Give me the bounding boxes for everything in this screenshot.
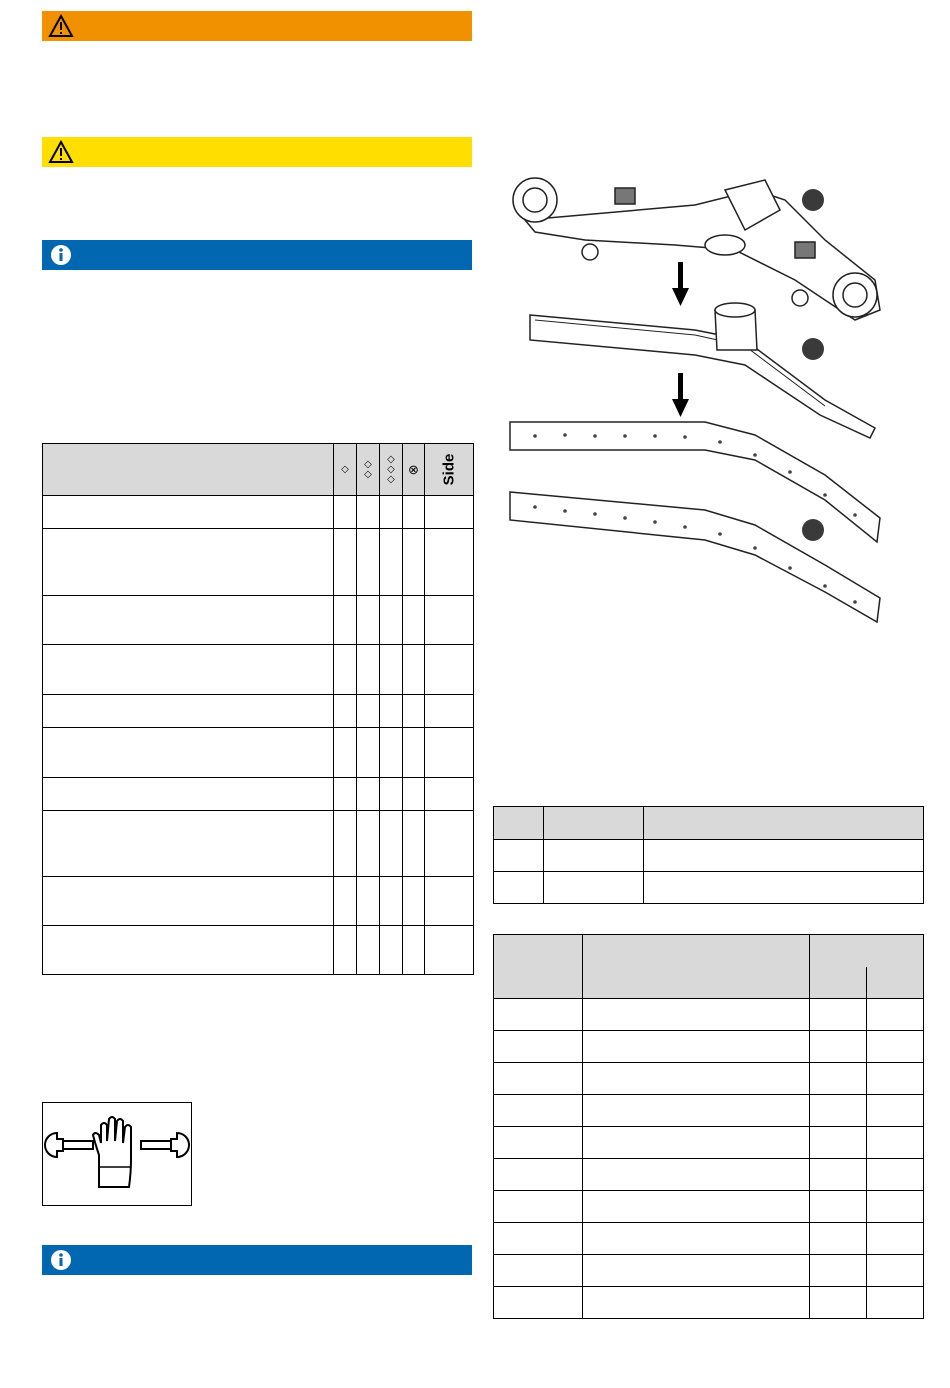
table-row [494,1255,924,1287]
interval-header-4: ⊗ [403,444,425,496]
maintenance-table [42,443,474,975]
table-row [494,872,924,904]
warning-triangle-icon [48,14,74,38]
interval-header-2: ◇ ◇ [357,444,380,496]
glove-wrench-icon [43,1103,191,1205]
table-row [43,695,474,728]
table-row [494,1223,924,1255]
table-row [43,811,474,877]
table-row [43,926,474,975]
down-arrow-1 [672,262,689,306]
info-icon [48,243,74,267]
legend-header-name [544,807,644,840]
table-row [43,778,474,811]
table-row [494,1063,924,1095]
parts-header-3 [810,935,924,999]
squeegee-body [530,303,875,438]
info-icon [48,1248,74,1272]
table-row [43,596,474,645]
info-banner [42,240,472,270]
table-row [494,1095,924,1127]
maintenance-header-task [43,444,334,496]
callout-marker-2 [802,338,824,360]
info-banner-2 [42,1245,472,1275]
squeegee-exploded-view [495,170,895,630]
table-row [43,728,474,778]
legend-table [493,806,924,904]
callout-marker-3 [802,519,824,541]
table-row [43,877,474,926]
interval-header-1: ◇ [334,444,357,496]
caution-banner [42,137,472,167]
table-row [494,1191,924,1223]
warning-banner [42,11,472,41]
table-row [494,840,924,872]
warning-triangle-icon [48,140,74,164]
parts-header-2 [583,935,810,999]
protective-gloves-pictogram [42,1102,192,1206]
table-row [494,1127,924,1159]
callout-marker-1 [802,189,824,211]
table-row [43,496,474,529]
legend-header-desc [644,807,924,840]
table-row [43,529,474,596]
table-row [494,1287,924,1319]
table-row [494,1159,924,1191]
parts-table [493,934,924,1319]
table-row [43,645,474,695]
squeegee-frame [513,178,880,320]
table-row [494,1031,924,1063]
parts-header-1 [494,935,583,999]
interval-header-3: ◇ ◇ ◇ [380,444,403,496]
down-arrow-2 [672,373,689,417]
side-header: Side [425,444,474,496]
legend-header-pos [494,807,544,840]
table-row [494,999,924,1031]
